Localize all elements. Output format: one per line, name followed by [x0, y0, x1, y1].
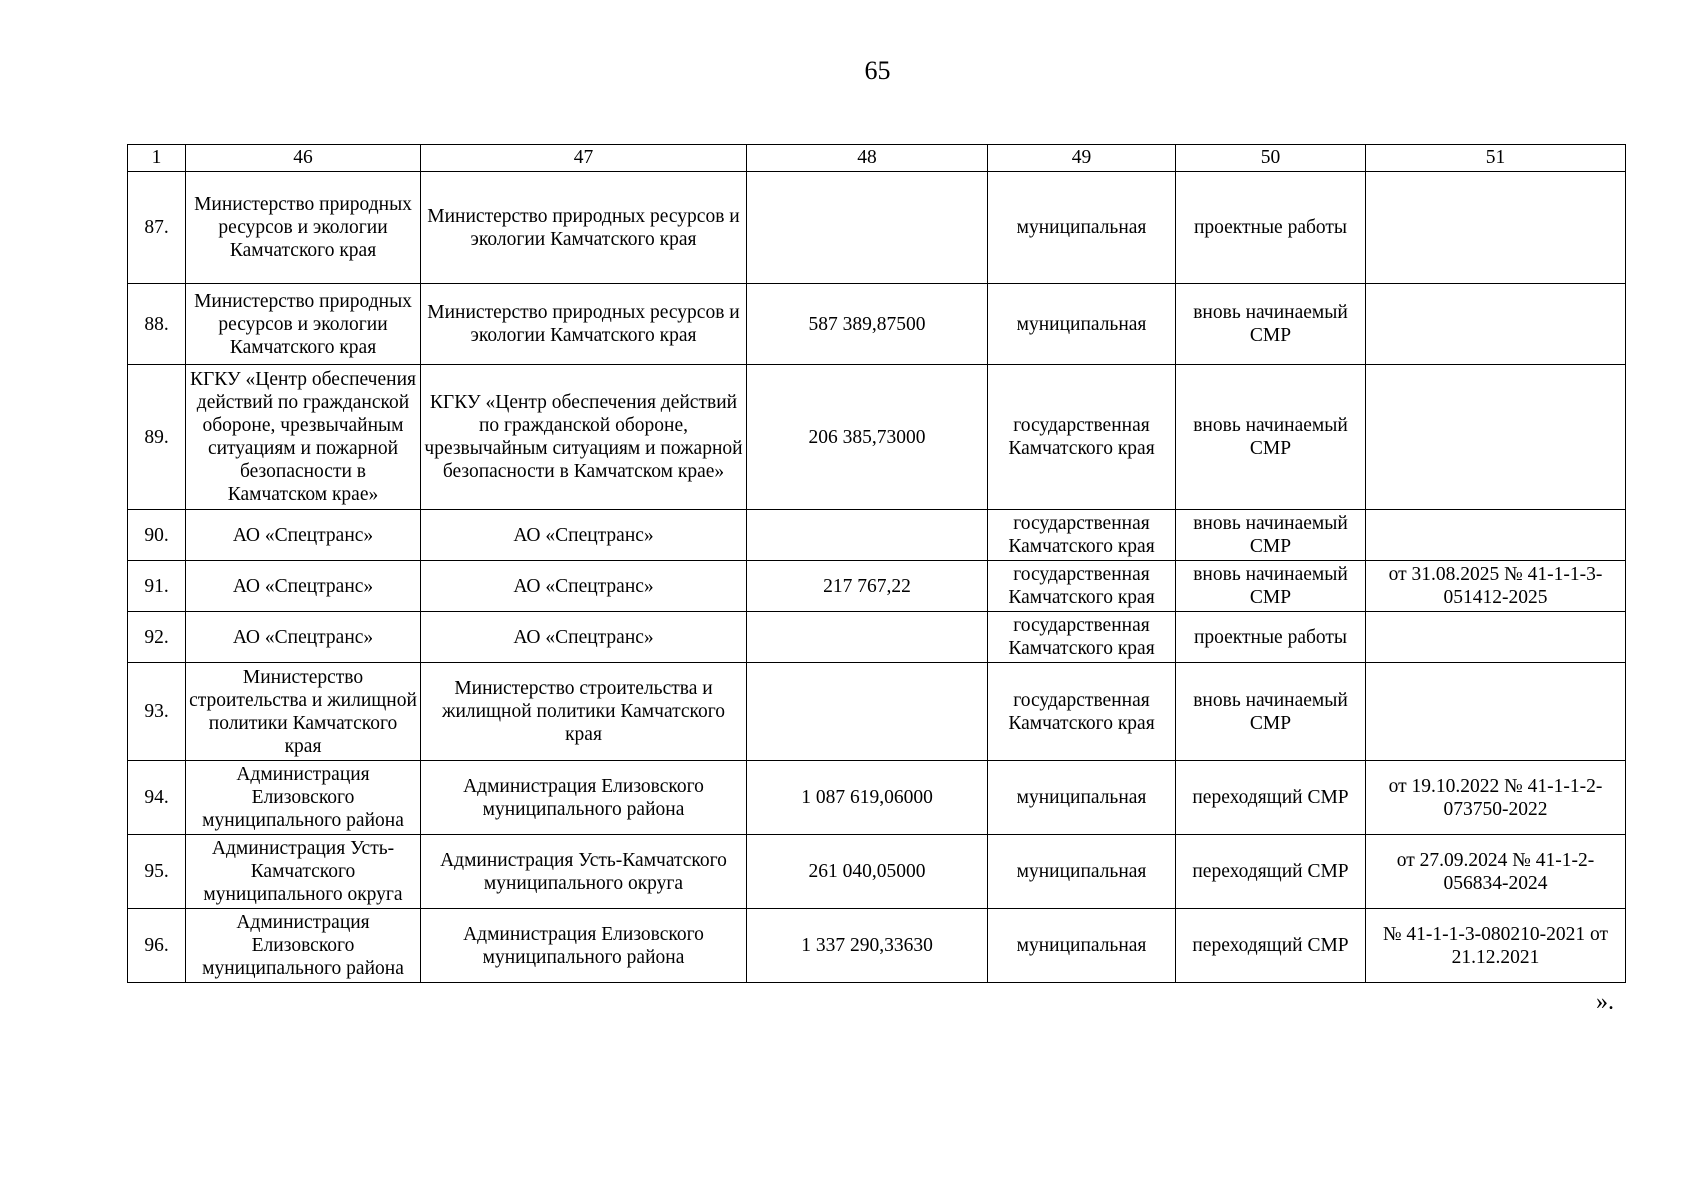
cell-col-50: вновь начинаемый СМР: [1176, 284, 1366, 365]
cell-col-46: АО «Спецтранс»: [186, 561, 421, 612]
cell-col-47: АО «Спецтранс»: [421, 561, 747, 612]
cell-col-49: муниципальная: [988, 909, 1176, 983]
header-col-1: 1: [128, 145, 186, 172]
row-number: 91.: [128, 561, 186, 612]
cell-col-46: КГКУ «Центр обеспечения действий по гражданской обороне, чрезвычайным ситуациям и пожарной безопасности в Камчатском крае»: [186, 365, 421, 510]
header-col-47: 47: [421, 145, 747, 172]
cell-col-50: вновь начинаемый СМР: [1176, 663, 1366, 761]
cell-col-47: Администрация Елизовского муниципального района: [421, 761, 747, 835]
row-number: 92.: [128, 612, 186, 663]
cell-col-48: 1 337 290,33630: [747, 909, 988, 983]
cell-col-49: муниципальная: [988, 761, 1176, 835]
cell-col-50: проектные работы: [1176, 172, 1366, 284]
header-col-48: 48: [747, 145, 988, 172]
cell-col-47: Администрация Елизовского муниципального района: [421, 909, 747, 983]
table-row: [128, 172, 1626, 284]
cell-col-46: АО «Спецтранс»: [186, 510, 421, 561]
cell-col-48: 587 389,87500: [747, 284, 988, 365]
cell-col-46: Министерство природных ресурсов и экологии Камчатского края: [186, 284, 421, 365]
row-number: 88.: [128, 284, 186, 365]
cell-col-50: вновь начинаемый СМР: [1176, 510, 1366, 561]
cell-col-47: АО «Спецтранс»: [421, 612, 747, 663]
table-row: [128, 909, 1626, 983]
cell-col-51: от 27.09.2024 № 41-1-2-056834-2024: [1366, 835, 1626, 909]
cell-col-50: переходящий СМР: [1176, 761, 1366, 835]
table-row: [128, 561, 1626, 612]
cell-col-51: [1366, 663, 1626, 761]
cell-col-49: государственная Камчатского края: [988, 510, 1176, 561]
cell-col-48: [747, 663, 988, 761]
cell-col-47: Министерство природных ресурсов и экологии Камчатского края: [421, 172, 747, 284]
header-col-49: 49: [988, 145, 1176, 172]
cell-col-46: Администрация Елизовского муниципального района: [186, 909, 421, 983]
header-row: [128, 145, 1626, 172]
closing-quote-mark: ».: [1596, 989, 1614, 1015]
row-number: 90.: [128, 510, 186, 561]
cell-col-47: АО «Спецтранс»: [421, 510, 747, 561]
cell-col-49: муниципальная: [988, 284, 1176, 365]
cell-col-47: Министерство строительства и жилищной политики Камчатского края: [421, 663, 747, 761]
table-row: [128, 761, 1626, 835]
table-row: [128, 284, 1626, 365]
row-number: 93.: [128, 663, 186, 761]
cell-col-50: проектные работы: [1176, 612, 1366, 663]
cell-col-51: [1366, 365, 1626, 510]
table-row: [128, 663, 1626, 761]
table-row: [128, 835, 1626, 909]
cell-col-46: АО «Спецтранс»: [186, 612, 421, 663]
cell-col-51: [1366, 172, 1626, 284]
cell-col-48: [747, 612, 988, 663]
cell-col-48: 1 087 619,06000: [747, 761, 988, 835]
cell-col-49: муниципальная: [988, 172, 1176, 284]
row-number: 95.: [128, 835, 186, 909]
cell-col-49: государственная Камчатского края: [988, 612, 1176, 663]
cell-col-46: Администрация Усть-Камчатского муниципального округа: [186, 835, 421, 909]
table-row: [128, 612, 1626, 663]
cell-col-48: [747, 510, 988, 561]
cell-col-46: Министерство природных ресурсов и экологии Камчатского края: [186, 172, 421, 284]
cell-col-50: переходящий СМР: [1176, 909, 1366, 983]
cell-col-51: от 31.08.2025 № 41-1-1-3-051412-2025: [1366, 561, 1626, 612]
cell-col-51: [1366, 612, 1626, 663]
cell-col-49: государственная Камчатского края: [988, 365, 1176, 510]
cell-col-48: 217 767,22: [747, 561, 988, 612]
row-number: 87.: [128, 172, 186, 284]
row-number: 94.: [128, 761, 186, 835]
cell-col-50: вновь начинаемый СМР: [1176, 365, 1366, 510]
page-number: 65: [864, 56, 891, 85]
table-row: [128, 510, 1626, 561]
table-row: [128, 365, 1626, 510]
cell-col-47: КГКУ «Центр обеспечения действий по гражданской обороне, чрезвычайным ситуациям и пожарной безопасности в Камчатском крае»: [421, 365, 747, 510]
cell-col-48: 206 385,73000: [747, 365, 988, 510]
cell-col-51: от 19.10.2022 № 41-1-1-2-073750-2022: [1366, 761, 1626, 835]
header-col-50: 50: [1176, 145, 1366, 172]
cell-col-51: [1366, 284, 1626, 365]
cell-col-46: Администрация Елизовского муниципального района: [186, 761, 421, 835]
cell-col-48: 261 040,05000: [747, 835, 988, 909]
cell-col-48: [747, 172, 988, 284]
header-col-46: 46: [186, 145, 421, 172]
cell-col-51: [1366, 510, 1626, 561]
cell-col-47: Министерство природных ресурсов и экологии Камчатского края: [421, 284, 747, 365]
cell-col-50: переходящий СМР: [1176, 835, 1366, 909]
cell-col-49: государственная Камчатского края: [988, 561, 1176, 612]
cell-col-51: № 41-1-1-3-080210-2021 от 21.12.2021: [1366, 909, 1626, 983]
cell-col-49: государственная Камчатского края: [988, 663, 1176, 761]
cell-col-50: вновь начинаемый СМР: [1176, 561, 1366, 612]
cell-col-46: Министерство строительства и жилищной политики Камчатского края: [186, 663, 421, 761]
row-number: 89.: [128, 365, 186, 510]
header-col-51: 51: [1366, 145, 1626, 172]
cell-col-49: муниципальная: [988, 835, 1176, 909]
cell-col-47: Администрация Усть-Камчатского муниципального округа: [421, 835, 747, 909]
data-table: [127, 144, 1626, 983]
row-number: 96.: [128, 909, 186, 983]
